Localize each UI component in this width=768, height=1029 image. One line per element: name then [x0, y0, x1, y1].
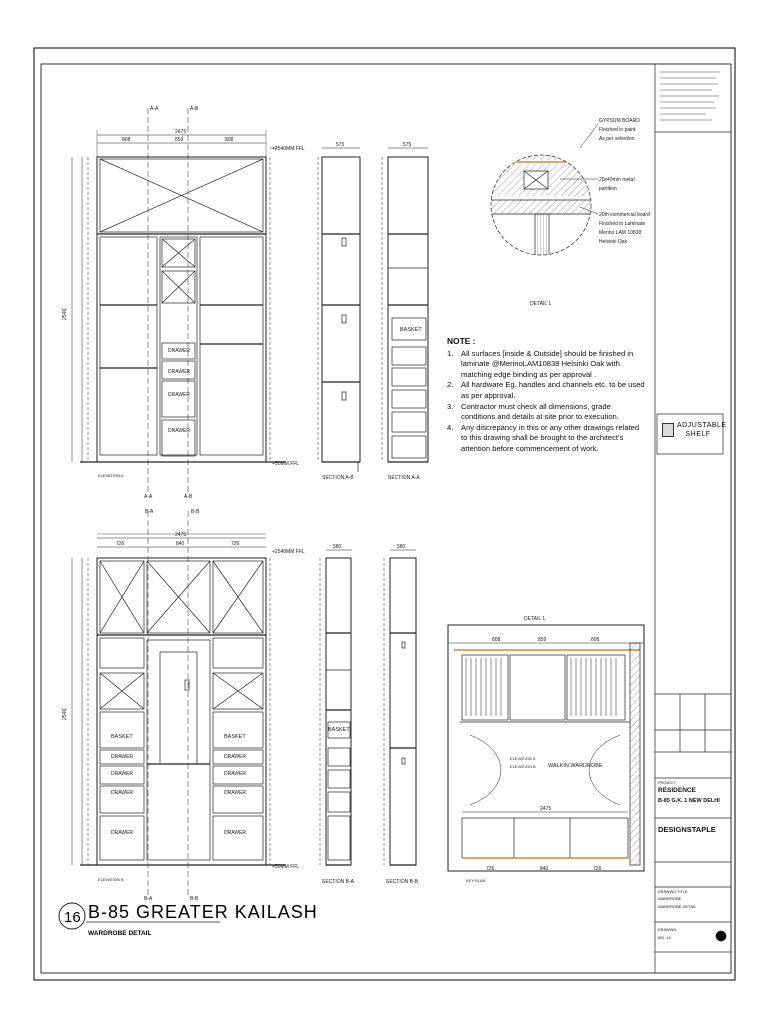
section-ba-dim: 580 [333, 544, 342, 550]
elev-b-height-dim: 2540 [62, 708, 68, 720]
section-a-a-drawing [382, 148, 428, 462]
tb-sheet-label: DRAWING [658, 928, 677, 932]
tb-drawing-label: DRAWING TITLE [658, 890, 688, 894]
title-block-text [658, 781, 720, 940]
elev-b-basket-left: BASKET [111, 734, 133, 740]
inner-frame [41, 64, 731, 973]
section-mark-aa-top: A-A [150, 106, 159, 112]
note-text: Contractor must check all dimensions, grade conditions and details at site prior to execution. [461, 401, 619, 422]
key-plan-bottom-dim-2: 840 [540, 866, 549, 872]
elev-a-caption: ELEVATION A [98, 473, 124, 478]
callout-gypsum-3: As per selection [599, 136, 635, 142]
note-text: Any discrepancy in this or any other drawings related to this drawing shall be brought to the architect's attention before commencement of work. [461, 422, 640, 453]
callout-gypsum-2: Finished in paint [599, 127, 636, 133]
note-item [447, 380, 647, 401]
section-bb-dim: 580 [397, 544, 406, 550]
elev-a-dim-1: 808 [122, 137, 131, 143]
tb-project-label: PROJECT [658, 781, 676, 785]
detail-1-circle [490, 124, 598, 264]
callout-gypsum-1: GYPSUM BOARD [599, 118, 640, 124]
note-item [447, 423, 647, 455]
elev-a-level-bottom: +50MM FFL [272, 461, 300, 467]
notes-block [447, 336, 647, 455]
legend-swatch [662, 423, 674, 437]
elev-b-drawer-l2: DRAWER [111, 771, 134, 777]
elev-a-height-dim: 2540 [62, 308, 68, 320]
elev-b-dim-2: 840 [176, 541, 185, 547]
section-aa-basket: BASKET [400, 327, 422, 333]
elev-b-basket-right: BASKET [224, 734, 246, 740]
adjustable-shelf-legend [659, 419, 727, 449]
elev-b-drawer-r4: DRAWER [224, 830, 247, 836]
notes-title: NOTE : [447, 336, 476, 346]
callout-partition-1: 20x40mm metal [599, 177, 635, 183]
elev-a-dim-2: 859 [175, 137, 184, 143]
tb-drawing-title: WARDROBE [658, 896, 682, 901]
section-mark-ba-bottom: B-A [144, 896, 153, 902]
elev-a-dim-3: 808 [225, 137, 234, 143]
section-ba-basket: BASKET [328, 727, 350, 733]
tb-drawing-sub: WARDROBE DETAIL [658, 904, 697, 909]
section-a-b-drawing [318, 148, 360, 472]
elev-b-dim-3: 726 [231, 541, 240, 547]
section-aa-dim: 575 [403, 142, 412, 148]
note-text: All surfaces [inside & Outside] should be finished in laminate @MerinoLAM10838 Helsinki Oak with matching edge binding as per approval . [461, 348, 634, 379]
key-plan-elev-a: ELEVATION A [510, 756, 536, 761]
section-ab-caption: SECTION A-B [322, 475, 354, 481]
note-item [447, 402, 647, 423]
elev-b-drawer-l4: DRAWER [111, 830, 134, 836]
tb-address: B-85 G.K. 1 NEW DELHI [658, 798, 720, 804]
key-plan-elev-b: ELEVATION B [510, 764, 536, 769]
elev-a-drawer-4: DRAWER [168, 428, 191, 434]
elev-b-level-bottom: +50MM FFL [272, 864, 300, 870]
section-ba-caption: SECTION B-A [322, 879, 354, 885]
section-b-a-drawing [320, 550, 352, 865]
elev-b-drawer-l3: DRAWER [111, 790, 134, 796]
key-plan-bottom-dim-3: 726 [593, 866, 602, 872]
title-block-notes-lines [660, 72, 720, 120]
key-plan-mid-dim: 2475 [540, 806, 552, 812]
elev-a-width-dim: 2475 [175, 129, 187, 135]
elev-b-drawer-r2: DRAWER [224, 771, 247, 777]
section-mark-bb-top: B-B [191, 509, 200, 515]
elev-b-drawer-r1: DRAWER [224, 754, 247, 760]
section-bb-caption: SECTION B-B [386, 879, 418, 885]
callout-board-2: Finished in Laminate [599, 221, 646, 227]
tb-sheet-no: NO. 16 [658, 935, 671, 940]
elev-b-width-dim: 2475 [175, 532, 187, 538]
section-b-b-drawing [384, 550, 416, 865]
section-mark-aa-bottom: A-A [144, 494, 153, 500]
elev-b-dim-1: 726 [116, 541, 125, 547]
section-mark-ab-top: A-B [190, 106, 199, 112]
detail-1-caption: DETAIL 1 [530, 301, 552, 307]
callout-partition-2: partition [599, 186, 617, 192]
title-block-frame [655, 64, 731, 973]
tb-project: RESIDENCE [658, 787, 696, 794]
note-item [447, 349, 647, 381]
drawing-labels [62, 106, 650, 902]
key-plan-bottom-dim-1: 726 [486, 866, 495, 872]
note-number: 2. [447, 380, 454, 390]
elev-a-drawer-3: DRAWER [168, 392, 191, 398]
callout-board-3: Merino LAM 10838 [599, 230, 642, 236]
note-text: All hardware Eg. handles and channels etc. to be used as per approval. [461, 380, 645, 400]
note-number: 3. [447, 401, 454, 411]
section-ab-dim: 575 [336, 142, 345, 148]
elev-b-caption: ELEVATION B [98, 877, 124, 882]
callout-board-4: Helsinki Oak [599, 239, 628, 245]
drawing-number: 16 [64, 909, 81, 926]
elev-a-level-top: +2540MM FFL [272, 146, 305, 152]
key-plan-caption: KEY PLAN [466, 878, 486, 883]
callout-board-1: 20th commercial board [599, 212, 650, 218]
elevation-b [72, 511, 285, 898]
elev-a-drawer-1: DRAWER [168, 348, 191, 354]
elevation-a [72, 108, 285, 494]
key-plan-title: DETAIL 1 [524, 616, 546, 622]
drawing-title: B-85 GREATER KAILASH [88, 902, 318, 922]
elev-b-drawer-r3: DRAWER [224, 790, 247, 796]
tb-firm: DESIGNSTAPLE [658, 825, 716, 834]
section-aa-caption: SECTION A-A [388, 475, 420, 481]
section-mark-bb-bottom: B-B [190, 896, 199, 902]
section-mark-ab-bottom: A-B [184, 494, 193, 500]
elev-b-level-top: +2540MM FFL [272, 549, 305, 555]
key-plan-dim-3: 808 [591, 637, 600, 643]
elev-b-drawer-l1: DRAWER [111, 754, 134, 760]
elev-a-drawer-2: DRAWER [168, 369, 191, 375]
note-number: 4. [447, 422, 454, 432]
note-number: 1. [447, 348, 454, 358]
section-mark-ba-top: B-A [145, 509, 154, 515]
legend-label: ADJUSTABLE SHELF [677, 422, 727, 438]
key-plan-dim-2: 859 [538, 637, 547, 643]
drawing-subtitle: WARDROBE DETAIL [88, 930, 152, 937]
key-plan-room: WALKIN WARDROBE [548, 763, 603, 769]
key-plan-drawing [448, 625, 644, 871]
key-plan-dim-1: 808 [492, 637, 501, 643]
